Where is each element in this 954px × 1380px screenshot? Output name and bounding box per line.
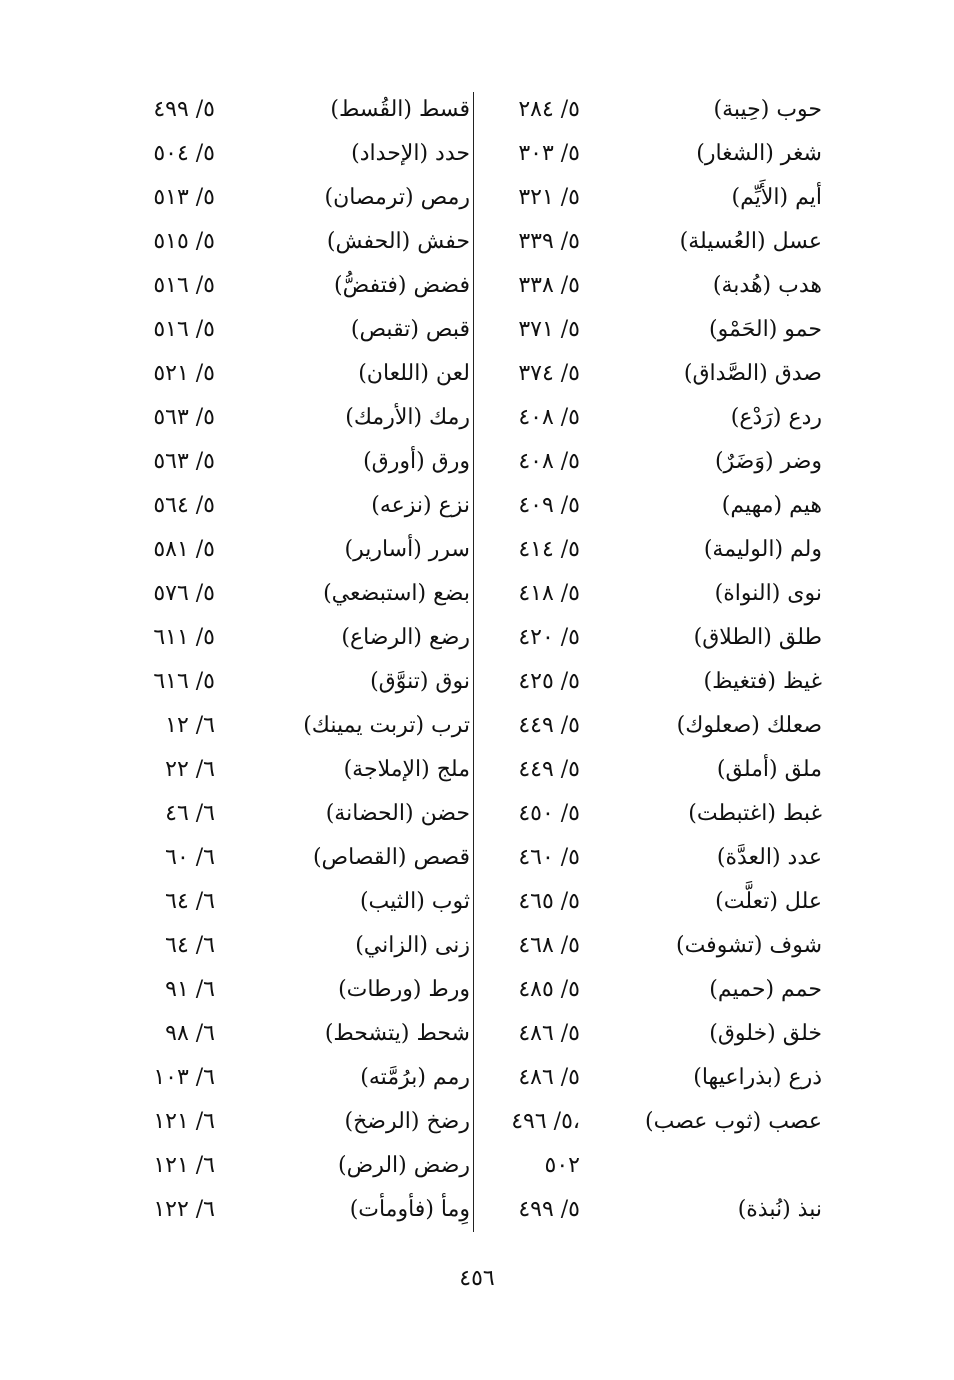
right-reference: ٥/ ٣٣٩	[518, 229, 580, 254]
index-row	[120, 528, 840, 572]
right-entry: هدب (هُدبة)	[712, 273, 822, 298]
left-entry: سرر (أسارير)	[344, 537, 470, 562]
right-reference: ٥/ ٣٠٣	[518, 141, 580, 166]
index-row	[120, 968, 840, 1012]
left-entry: رضض (الرض)	[338, 1153, 470, 1178]
right-entry: نبذ (نُبذة)	[737, 1197, 822, 1222]
left-reference: ٦/ ١٢٢	[153, 1197, 215, 1222]
left-reference: ٥/ ٦١٦	[153, 669, 215, 694]
left-entry: قسط (القُسط)	[330, 97, 470, 122]
left-reference: ٦/ ٤٦	[165, 801, 215, 826]
left-entry: بضع (استبضعي)	[323, 581, 470, 606]
left-reference: ٦/ ٦٠	[165, 845, 215, 870]
right-reference: ٥/ ٤٩٦،	[511, 1109, 580, 1134]
left-reference: ٦/ ٢٢	[165, 757, 215, 782]
right-entry: ردع (رَدْع)	[730, 405, 822, 430]
left-entry: ورق (أورق)	[363, 449, 470, 474]
right-reference: ٥/ ٣٣٨	[518, 273, 580, 298]
left-reference: ٥/ ٦١١	[153, 625, 215, 650]
right-entry: شوف (تشوفت)	[676, 933, 822, 958]
right-reference: ٥/ ٤٢٠	[518, 625, 580, 650]
index-row	[120, 264, 840, 308]
left-entry: نزع (نزعه)	[371, 493, 470, 518]
right-reference: ٥/ ٢٨٤	[518, 97, 580, 122]
left-entry: ترب (تربت يمينك)	[303, 713, 470, 738]
right-reference: ٥/ ٣٧٤	[518, 361, 580, 386]
right-entry: ذرع (بذراعيها)	[693, 1065, 822, 1090]
right-entry: عسل (العُسيلة)	[679, 229, 822, 254]
left-reference: ٦/ ١٢	[165, 713, 215, 738]
left-entry: نوق (تنوَّق)	[370, 669, 470, 694]
left-entry: حفش (الحفش)	[326, 229, 470, 254]
right-reference: ٥٠٢	[544, 1153, 580, 1178]
left-entry: زنى (الزاني)	[355, 933, 470, 958]
left-reference: ٦/ ٩٨	[165, 1021, 215, 1046]
right-reference: ٥/ ٤٢٥	[518, 669, 580, 694]
right-reference: ٥/ ٤٦٥	[518, 889, 580, 914]
right-entry: غبط (اغتبطت)	[688, 801, 822, 826]
index-row	[120, 792, 840, 836]
right-entry: حمو (الحَمْو)	[709, 317, 822, 342]
right-entry: شغر (الشغار)	[696, 141, 822, 166]
left-entry: قصص (القصاص)	[312, 845, 470, 870]
right-reference: ٥/ ٤٤٩	[518, 757, 580, 782]
left-reference: ٥/ ٥٠٤	[153, 141, 215, 166]
right-entry: ولم (الوليمة)	[703, 537, 822, 562]
right-reference: ٥/ ٤٨٥	[518, 977, 580, 1002]
right-entry: علل (تعلَّت)	[715, 889, 822, 914]
left-reference: ٥/ ٥٦٣	[153, 405, 215, 430]
left-entry: فضض (فتفضُّ)	[334, 273, 470, 298]
page-number: ٤٥٦	[459, 1266, 495, 1291]
left-reference: ٥/ ٥١٦	[153, 317, 215, 342]
right-entry	[582, 1144, 822, 1188]
index-row	[120, 616, 840, 660]
right-entry: هيم (مهيم)	[721, 493, 822, 518]
left-reference: ٦/ ٦٤	[165, 889, 215, 914]
right-reference: ٥/ ٣٢١	[518, 185, 580, 210]
index-row	[120, 1100, 840, 1144]
index-row	[120, 352, 840, 396]
index-row	[120, 1188, 840, 1232]
right-entry: حوب (حِيبة)	[713, 97, 822, 122]
right-reference: ٥/ ٤١٤	[518, 537, 580, 562]
index-row	[120, 484, 840, 528]
index-row	[120, 748, 840, 792]
index-row	[120, 660, 840, 704]
right-reference: ٥/ ٣٧١	[518, 317, 580, 342]
left-entry: حدد (الإحداد)	[351, 141, 470, 166]
right-reference: ٥/ ٤١٨	[518, 581, 580, 606]
index-row	[120, 220, 840, 264]
index-row	[120, 396, 840, 440]
index-row	[120, 1144, 840, 1188]
left-entry: لعن (اللعان)	[358, 361, 470, 386]
left-entry: رضع (الرضاع)	[341, 625, 470, 650]
right-entry: ملق (أملق)	[716, 757, 822, 782]
left-reference: ٥/ ٥٦٣	[153, 449, 215, 474]
right-reference: ٥/ ٤٩٩	[518, 1197, 580, 1222]
left-reference: ٥/ ٥٧٦	[153, 581, 215, 606]
index-row	[120, 924, 840, 968]
right-reference: ٥/ ٤٨٦	[518, 1065, 580, 1090]
right-entry: طلق (الطلاق)	[693, 625, 822, 650]
left-entry: شحط (يتشحط)	[324, 1021, 470, 1046]
index-row	[120, 308, 840, 352]
right-reference: ٥/ ٤٨٦	[518, 1021, 580, 1046]
index-row	[120, 836, 840, 880]
left-reference: ٥/ ٤٩٩	[153, 97, 215, 122]
left-entry: ثوب (الثيب)	[359, 889, 470, 914]
left-reference: ٥/ ٥٢١	[153, 361, 215, 386]
right-entry: حمم (حميم)	[709, 977, 822, 1002]
index-row	[120, 1012, 840, 1056]
right-reference: ٥/ ٤٠٩	[518, 493, 580, 518]
index-row	[120, 1056, 840, 1100]
right-reference: ٥/ ٤٦٨	[518, 933, 580, 958]
left-entry: قبص (تقبص)	[350, 317, 470, 342]
right-reference: ٥/ ٤٠٨	[518, 405, 580, 430]
right-reference: ٥/ ٤٥٠	[518, 801, 580, 826]
left-entry: رمم (برُمَّته)	[360, 1065, 470, 1090]
left-reference: ٥/ ٥٦٤	[153, 493, 215, 518]
right-entry: وضر (وَضَرٌ)	[714, 449, 822, 474]
left-entry: رضخ (الرضخ)	[344, 1109, 470, 1134]
left-entry: ملج (الإملاجة)	[343, 757, 470, 782]
index-row	[120, 704, 840, 748]
right-reference: ٥/ ٤٦٠	[518, 845, 580, 870]
left-reference: ٥/ ٥١٦	[153, 273, 215, 298]
left-entry: وِمأ (فأومأت)	[349, 1197, 470, 1222]
right-entry: خلق (خلوق)	[709, 1021, 822, 1046]
right-entry: غيظ (فتغيظ)	[703, 669, 822, 694]
right-entry: عصب (ثوب عصب)	[645, 1109, 822, 1134]
left-reference: ٥/ ٥١٥	[153, 229, 215, 254]
left-reference: ٦/ ١٢١	[153, 1153, 215, 1178]
right-reference: ٥/ ٤٤٩	[518, 713, 580, 738]
left-reference: ٥/ ٥١٣	[153, 185, 215, 210]
left-reference: ٦/ ١٠٣	[153, 1065, 215, 1090]
right-entry: أيم (الأَيِّم)	[731, 185, 822, 210]
index-row	[120, 176, 840, 220]
left-reference: ٦/ ٦٤	[165, 933, 215, 958]
index-row	[120, 440, 840, 484]
right-entry: صعلك (صعلوك)	[676, 713, 822, 738]
left-reference: ٥/ ٥٨١	[153, 537, 215, 562]
right-entry: صدق (الصَّداق)	[683, 361, 822, 386]
index-row	[120, 880, 840, 924]
left-entry: حضن (الحضانة)	[325, 801, 470, 826]
index-row	[120, 88, 840, 132]
left-reference: ٦/ ٩١	[165, 977, 215, 1002]
right-reference: ٥/ ٤٠٨	[518, 449, 580, 474]
left-entry: رمك (الأرمك)	[345, 405, 470, 430]
left-entry: رمص (ترمصان)	[324, 185, 470, 210]
right-entry: نوى (النواة)	[714, 581, 822, 606]
left-entry: ورط (ورطات)	[338, 977, 470, 1002]
index-row	[120, 572, 840, 616]
left-reference: ٦/ ١٢١	[153, 1109, 215, 1134]
right-entry: عدد (العدَّة)	[716, 845, 822, 870]
index-row	[120, 132, 840, 176]
